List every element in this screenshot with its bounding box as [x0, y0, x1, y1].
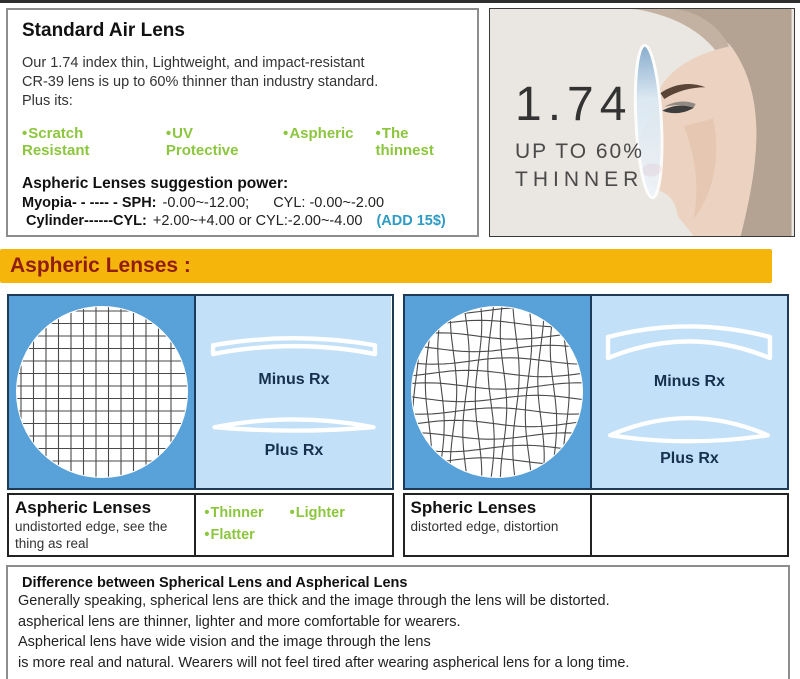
spheric-grid-panel	[405, 296, 592, 488]
plus-rx-lens-profile	[601, 401, 777, 449]
minus-rx-lens-profile	[601, 316, 777, 372]
index-value: 1.74	[515, 78, 633, 131]
feature-uv-protective: • UV Protective	[166, 125, 261, 159]
page-title: Standard Air Lens	[22, 20, 185, 41]
feature-aspheric: • Aspheric	[283, 125, 353, 159]
aspheric-panels	[7, 294, 394, 490]
lens-model-photo	[489, 8, 795, 237]
aspheric-grid-panel	[9, 296, 196, 488]
cylinder-cyl-range: +2.00~+4.00 or CYL:-2.00~-4.00	[152, 213, 363, 230]
minus-rx-label: Minus Rx	[653, 373, 726, 390]
benefit-flatter: • Flatter	[204, 527, 254, 543]
difference-line: aspherical lens are thinner, lighter and more comfortable for wearers.	[18, 613, 461, 630]
aspheric-subtitle: undistorted edge, see the thing as real	[15, 519, 168, 551]
cylinder-power-line	[22, 213, 463, 229]
feature-list	[22, 125, 463, 159]
benefit-thinner: • Thinner	[204, 505, 263, 521]
aspheric-bullets-cell	[196, 495, 391, 555]
myopia-cyl-range: CYL: -0.00~-2.00	[273, 195, 385, 212]
feature-thinnest: • The thinnest	[376, 125, 463, 159]
spheric-title: Spheric Lenses	[410, 498, 537, 517]
spheric-panels	[403, 294, 790, 490]
difference-text-box	[6, 565, 790, 679]
product-info-box	[6, 8, 479, 237]
spheric-title-cell	[405, 495, 592, 555]
spheric-plus-shape	[592, 401, 787, 468]
lens-comparison-section	[7, 294, 789, 557]
suggestion-power-heading: Aspheric Lenses suggestion power:	[22, 175, 289, 193]
thinner-percent-label: UP TO 60%	[515, 140, 644, 163]
product-description	[22, 54, 463, 111]
spheric-minus-shape	[592, 316, 787, 391]
aspheric-label-row	[7, 493, 394, 557]
myopia-power-line	[22, 195, 463, 211]
spheric-lens-card	[403, 294, 790, 557]
spheric-label-row	[403, 493, 790, 557]
spheric-subtitle: distorted edge, distortion	[410, 519, 559, 534]
distorted-grid-diagram	[408, 303, 586, 481]
plus-rx-label: Plus Rx	[660, 450, 719, 467]
aspheric-shape-panel	[196, 296, 391, 488]
aspheric-benefits	[204, 503, 387, 547]
myopia-label: Myopia- - ---- - SPH:	[22, 195, 157, 212]
minus-rx-lens-profile	[206, 324, 382, 370]
feature-scratch-resistant: • Scratch Resistant	[22, 125, 144, 159]
addon-price: (ADD 15$)	[376, 213, 446, 230]
photo-caption	[515, 77, 644, 192]
difference-heading: Difference between Spherical Lens and Aspherical Lens	[22, 575, 408, 591]
difference-line: Aspherical lens have wide vision and the image through the lens	[18, 634, 431, 651]
spheric-shape-panel	[592, 296, 787, 488]
thinner-label: THINNER	[515, 168, 644, 191]
difference-line: is more real and natural. Wearers will not feel tired after wearing aspherical lens for a long time.	[18, 654, 630, 671]
plus-rx-label: Plus Rx	[264, 442, 324, 459]
description-line: Plus its:	[22, 93, 73, 110]
aspheric-title: Aspheric Lenses	[15, 498, 152, 517]
plus-rx-lens-profile	[206, 403, 382, 441]
myopia-sph-range: -0.00~-12.00;	[162, 195, 250, 212]
difference-line: Generally speaking, spherical lens are thick and the image through the lens will be distorted.	[18, 593, 610, 609]
benefit-lighter: • Lighter	[290, 505, 345, 521]
description-line: Our 1.74 index thin, Lightweight, and impact-resistant	[22, 55, 365, 71]
description-line: CR-39 lens is up to 60% thinner than industry standard.	[22, 74, 379, 91]
undistorted-grid-diagram	[13, 303, 191, 481]
spheric-empty-cell	[592, 495, 787, 555]
aspheric-minus-shape	[196, 324, 391, 389]
aspheric-lens-card	[7, 294, 394, 557]
banner-text: Aspheric Lenses :	[10, 254, 191, 277]
aspheric-lenses-banner	[0, 249, 772, 283]
cylinder-label: Cylinder------CYL:	[26, 213, 147, 230]
top-section	[0, 3, 800, 237]
aspheric-title-cell	[9, 495, 196, 555]
minus-rx-label: Minus Rx	[258, 371, 330, 388]
aspheric-plus-shape	[196, 403, 391, 460]
